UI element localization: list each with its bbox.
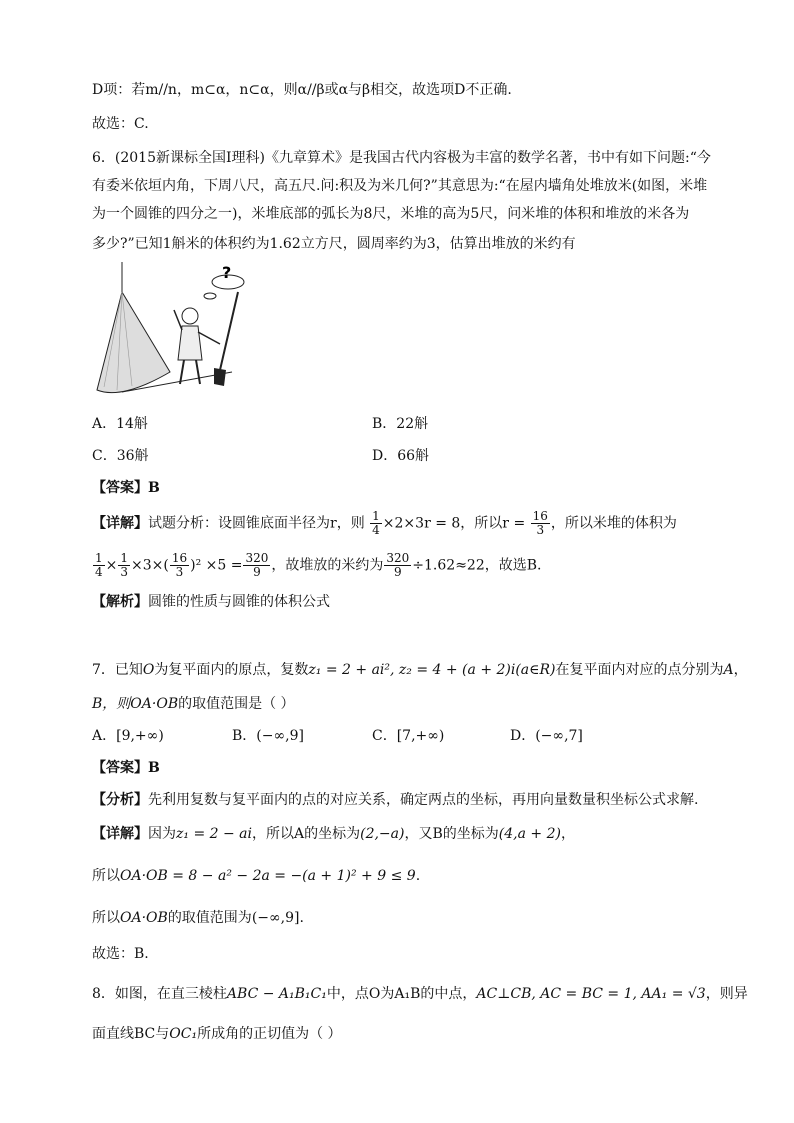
q8-stem-1: 8．如图，在直三棱柱ABC − A₁B₁C₁中，点O为A₁B的中点，AC⊥CB, AC = BC = 1, AA₁ = √3，则异 — [92, 986, 748, 1002]
q7-final-answer: 故选：B. — [92, 946, 149, 962]
q6-stem-3: 为一个圆锥的四分之一)，米堆底部的弧长为8尺，米堆的高为5尺，问米堆的体积和堆放的米各为 — [92, 206, 690, 222]
q7-option-c: C．[7,+∞) — [372, 728, 445, 744]
fraction-1-3: $\frac{1}{3}$ — [120, 551, 129, 579]
q6-detail-line2: $\frac{1}{4}$ × $\frac{1}{3}$ ×3×( $\frac{16}{3}$ )² ×5 = $\frac{320}{9}$ ，故堆放的米约为 $\frac{320}{9}$ ÷1.62≈22，故选B. — [95, 551, 542, 579]
q7-detail-line2: 所以OA·OB = 8 − a² − 2a = −(a + 1)² + 9 ≤ 9. — [92, 868, 421, 884]
q6-detail-tag: 【详解】 — [92, 515, 148, 532]
q6-detail-b: ×2×3r = 8，所以r = — [382, 515, 526, 532]
q6-stem-4: 多少?”已知1斛米的体积约为1.62立方尺，圆周率约为3，估算出堆放的米约有 — [92, 236, 576, 252]
q7-option-d: D．(−∞,7] — [510, 728, 583, 744]
fraction-1-4-b: $\frac{1}{4}$ — [95, 551, 103, 579]
q6-option-c: C．36斛 — [92, 448, 149, 464]
fraction-1-4: $\frac{1}{4}$ — [372, 509, 380, 537]
prev-answer: 故选：C. — [92, 116, 149, 132]
q6-analysis: 【解析】圆锥的性质与圆锥的体积公式 — [92, 594, 330, 610]
q7-analysis: 【分析】先利用复数与复平面内的点的对应关系，确定两点的坐标，再用向量数量积坐标公式求解. — [92, 792, 699, 808]
q7-answer: 【答案】B — [92, 760, 160, 776]
q6-detail-a: 试题分析：设圆锥底面半径为r，则 — [148, 515, 365, 532]
fraction-320-9: $\frac{320}{9}$ — [245, 551, 269, 579]
q6-stem-2: 有委米依垣内角，下周八尺，高五尺.问:积及为米几何?”其意思为:“在屋内墙角处堆放米(如图，米堆 — [92, 178, 708, 194]
q7-stem-1: 7．已知O为复平面内的原点，复数z₁ = 2 + ai², z₂ = 4 + (a + 2)i(a∈R)在复平面内对应的点分别为A， — [92, 662, 748, 678]
q7-stem-2: B，则OA·OB的取值范围是（ ） — [92, 696, 295, 712]
q6-detail-line1 — [92, 510, 677, 537]
prev-line-d: D项：若m//n，m⊂α，n⊂α，则α//β或α与β相交，故选项D不正确. — [92, 82, 512, 98]
q6-detail-c: ，所以米堆的体积为 — [550, 515, 677, 532]
fraction-320-9-b: $\frac{320}{9}$ — [386, 551, 410, 579]
q6-answer: 【答案】B — [92, 480, 160, 496]
fraction-16-3-b: $\frac{16}{3}$ — [171, 551, 188, 579]
q7-detail-line3: 所以OA·OB的取值范围为(−∞,9]. — [92, 910, 304, 926]
rice-pile-illustration — [92, 262, 252, 402]
q7-detail: 【详解】因为z₁ = 2 − ai，所以A的坐标为(2,−a)，又B的坐标为(4,a + 2)， — [92, 826, 575, 842]
q8-stem-2: 面直线BC与OC₁所成角的正切值为（ ） — [92, 1026, 342, 1042]
fraction-16-3: $\frac{16}{3}$ — [532, 509, 548, 537]
q6-stem-1: 6．(2015新课标全国Ⅰ理科)《九章算术》是我国古代内容极为丰富的数学名著，书中有如下问题:“今 — [92, 150, 711, 166]
q6-option-a: A．14斛 — [92, 416, 148, 432]
q6-option-d: D．66斛 — [372, 448, 430, 464]
q6-option-b: B．22斛 — [372, 416, 429, 432]
q7-option-b: B．(−∞,9] — [232, 728, 304, 744]
q7-option-a: A．[9,+∞) — [92, 728, 164, 744]
svg-text:?: ? — [222, 263, 232, 282]
